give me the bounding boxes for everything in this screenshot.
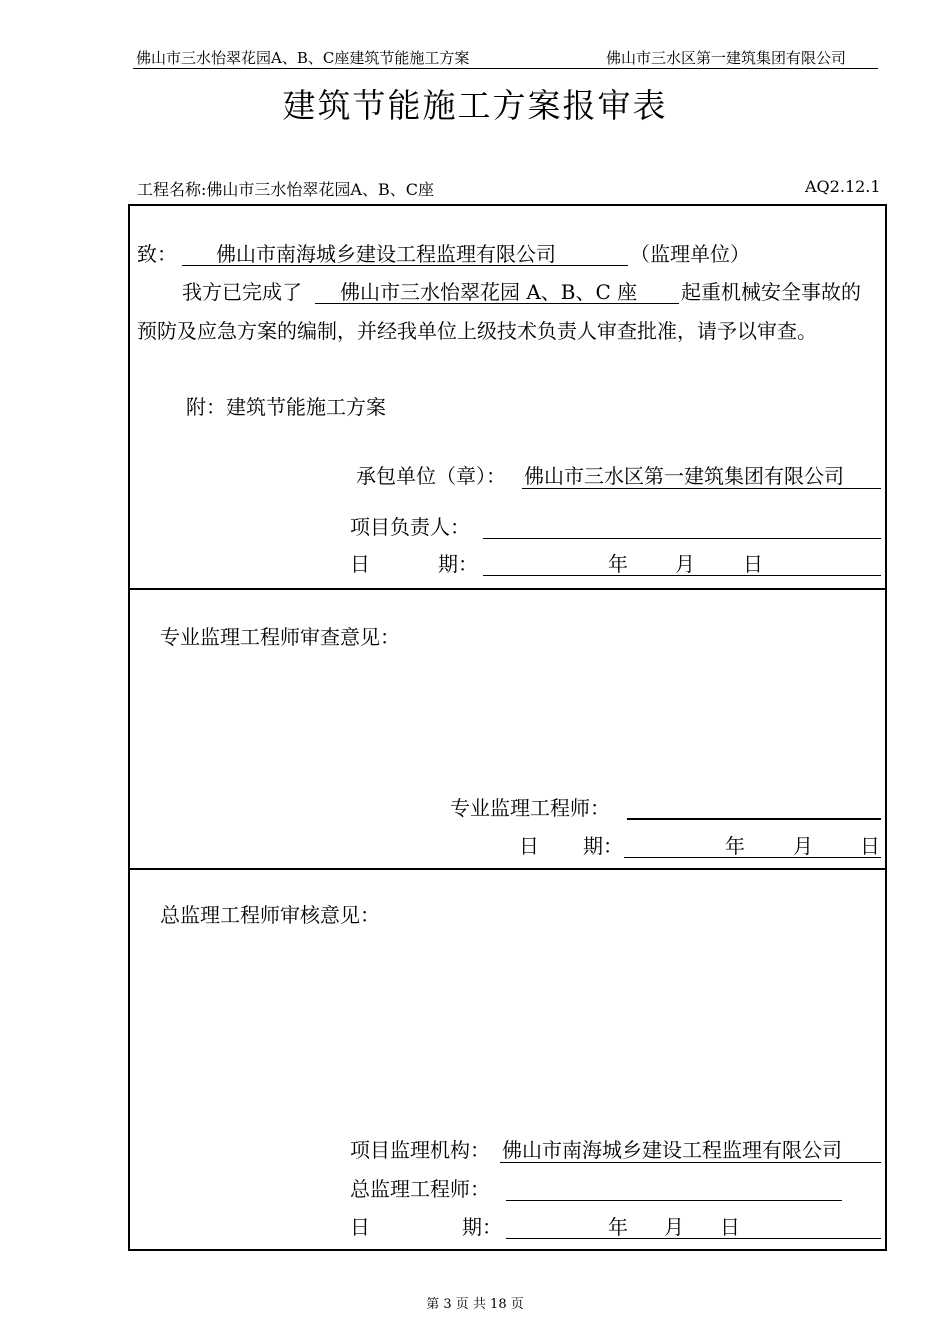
org-underline	[500, 1162, 881, 1163]
statement-prefix: 我方已完成了	[182, 280, 302, 304]
org-name: 佛山市南海城乡建设工程监理有限公司	[502, 1138, 842, 1162]
date-day: 日	[743, 552, 763, 576]
form-code: AQ2.12.1	[805, 177, 881, 196]
date-label-char1: 日	[519, 834, 539, 858]
section-divider-1	[128, 588, 887, 590]
date-label-char1: 日	[350, 552, 370, 576]
page-number: 第 3 页 共 18 页	[426, 1297, 524, 1312]
specialist-signature-line	[627, 818, 881, 820]
date-day: 日	[720, 1215, 740, 1239]
date-label-char2: 期：	[583, 834, 623, 858]
statement-line3: 预防及应急方案的编制，并经我单位上级技术负责人审查批准，请予以审查。	[137, 319, 817, 343]
date-month: 月	[664, 1215, 684, 1239]
date-year: 年	[608, 1215, 628, 1239]
statement-suffix: 起重机械安全事故的	[681, 280, 861, 304]
supervisor-underline	[182, 265, 628, 266]
page-title: 建筑节能施工方案报审表	[282, 86, 668, 125]
contractor-label: 承包单位（章）：	[356, 464, 506, 488]
specialist-opinion-label: 专业监理工程师审查意见：	[160, 625, 400, 649]
date-year: 年	[725, 834, 745, 858]
manager-label: 项目负责人：	[350, 515, 470, 539]
contractor-name: 佛山市三水区第一建筑集团有限公司	[524, 464, 844, 488]
date-label-char1: 日	[350, 1215, 370, 1239]
specialist-engineer-label: 专业监理工程师：	[450, 796, 610, 820]
date-underline	[483, 575, 881, 576]
date-day: 日	[860, 834, 880, 858]
form-table	[128, 204, 887, 1251]
contractor-underline	[522, 488, 881, 489]
header-left: 佛山市三水怡翠花园A、B、C座建筑节能施工方案	[136, 49, 470, 67]
section-divider-2	[128, 868, 887, 870]
date-underline	[624, 857, 881, 858]
date-underline	[506, 1238, 881, 1239]
project-name: 工程名称:佛山市三水怡翠花园A、B、C座	[137, 180, 434, 199]
header-divider	[133, 68, 878, 69]
date-label-char2: 期：	[438, 552, 478, 576]
supervisor-name: 佛山市南海城乡建设工程监理有限公司	[216, 242, 556, 266]
chief-opinion-label: 总监理工程师审核意见：	[160, 903, 380, 927]
to-label: 致：	[137, 242, 177, 266]
date-month: 月	[793, 834, 813, 858]
header-right: 佛山市三水区第一建筑集团有限公司	[606, 49, 847, 67]
attachment-label: 附：建筑节能施工方案	[186, 395, 386, 419]
date-year: 年	[608, 552, 628, 576]
chief-signature-line	[506, 1200, 842, 1201]
project-underline	[315, 303, 679, 304]
chief-engineer-label: 总监理工程师：	[350, 1177, 490, 1201]
date-label-char2: 期：	[462, 1215, 502, 1239]
date-month: 月	[675, 552, 695, 576]
org-label: 项目监理机构：	[350, 1138, 490, 1162]
supervisor-suffix: （监理单位）	[630, 242, 750, 266]
manager-signature-line	[483, 538, 881, 539]
statement-project: 佛山市三水怡翠花园 A、B、C 座	[340, 280, 638, 304]
